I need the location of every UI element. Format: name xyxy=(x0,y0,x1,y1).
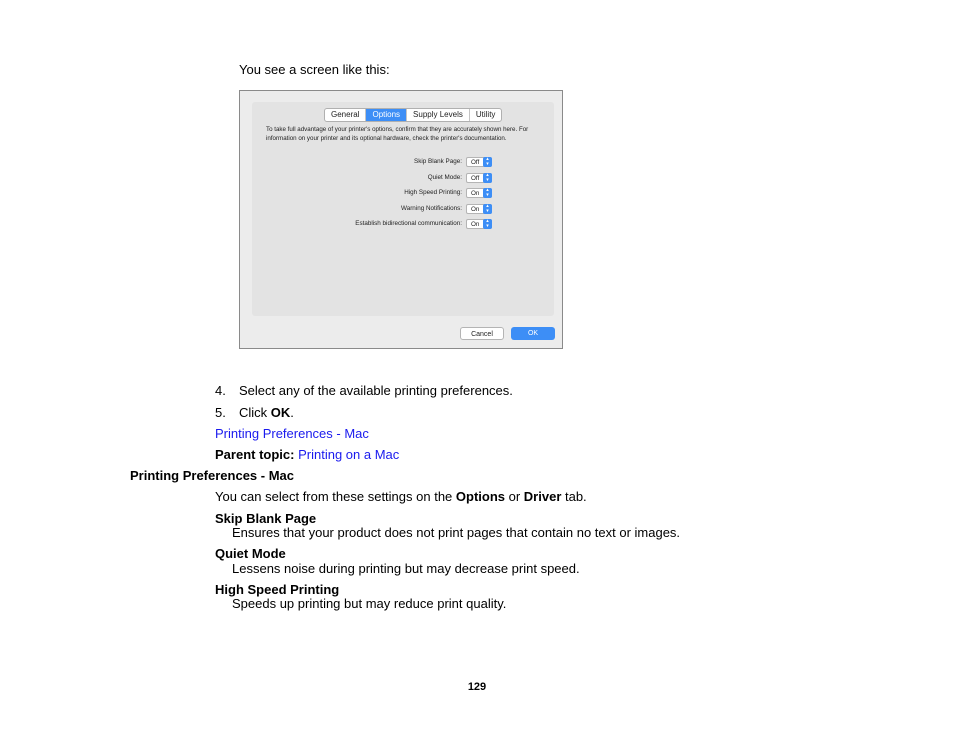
section-intro-mid: or xyxy=(505,489,524,504)
section-heading xyxy=(130,468,294,483)
option-label: Skip Blank Page: xyxy=(414,158,462,165)
section-heading-text: Printing Preferences - Mac xyxy=(130,468,294,483)
tab-utility[interactable]: Utility xyxy=(475,110,496,119)
parent-topic-link[interactable]: Printing on a Mac xyxy=(298,447,400,462)
setting-term xyxy=(215,582,339,597)
step-text-prefix: Click xyxy=(239,405,271,420)
setting-term xyxy=(215,511,316,526)
screenshot-figure xyxy=(239,90,563,349)
option-quiet-mode xyxy=(252,173,492,185)
chevron-updown-icon: ▴ ▾ xyxy=(483,173,492,183)
high-speed-printing-select[interactable] xyxy=(466,188,492,198)
page-number xyxy=(0,681,954,693)
parent-topic-label: Parent topic: xyxy=(215,447,295,462)
option-label: Establish bidirectional communication: xyxy=(355,220,462,227)
section-intro-prefix: You can select from these settings on the xyxy=(215,489,456,504)
setting-term-text: Skip Blank Page xyxy=(215,511,317,526)
step-text-suffix: . xyxy=(290,405,294,420)
chevron-updown-icon: ▴ ▾ xyxy=(483,157,492,167)
setting-description: Lessens noise during printing but may decrease print speed. xyxy=(232,561,580,576)
option-high-speed-printing xyxy=(252,188,492,200)
chevron-updown-icon: ▴ ▾ xyxy=(483,204,492,214)
tab-options[interactable]: Options xyxy=(366,109,407,121)
option-label: Warning Notifications: xyxy=(400,205,462,212)
option-skip-blank-page xyxy=(252,157,492,169)
options-panel xyxy=(252,102,554,316)
ok-button[interactable]: OK xyxy=(511,327,555,340)
tab-bar xyxy=(324,108,502,122)
related-link[interactable]: Printing Preferences - Mac xyxy=(215,426,369,441)
tab-supply-levels[interactable]: Supply Levels xyxy=(407,109,470,121)
parent-topic xyxy=(215,447,399,462)
step-number: 4. xyxy=(215,383,226,398)
option-value: Off xyxy=(471,159,480,166)
option-value: Off xyxy=(471,175,480,182)
option-value: On xyxy=(471,206,480,213)
section-intro-bold1: Options xyxy=(455,489,505,504)
skip-blank-page-select[interactable] xyxy=(466,157,492,167)
chevron-updown-icon: ▴ ▾ xyxy=(483,219,492,229)
warning-notifications-select[interactable] xyxy=(466,204,492,214)
bidirectional-communication-select[interactable] xyxy=(466,219,492,229)
section-intro xyxy=(215,489,587,504)
option-value: On xyxy=(471,190,480,197)
setting-description: Speeds up printing but may reduce print quality. xyxy=(232,596,507,611)
setting-term xyxy=(215,546,286,561)
option-label: Quiet Mode: xyxy=(427,174,462,181)
step-text-bold: OK xyxy=(270,405,291,420)
tab-general[interactable]: General xyxy=(325,109,366,121)
dialog-description: To take full advantage of your printer's options, confirm that they are accurately shown here. For information on your printer and its optional hardware, check the printer's documentation. xyxy=(266,126,529,142)
setting-term-text: High Speed Printing xyxy=(215,582,340,597)
option-label: High Speed Printing: xyxy=(404,189,462,196)
section-intro-suffix: tab. xyxy=(561,489,587,504)
setting-description: Ensures that your product does not print pages that contain no text or images. xyxy=(232,525,681,540)
option-bidirectional-communication xyxy=(252,219,492,231)
page-number-text: 129 xyxy=(467,681,487,693)
chevron-updown-icon: ▴ ▾ xyxy=(483,188,492,198)
section-intro-bold2: Driver xyxy=(523,489,562,504)
intro-text: You see a screen like this: xyxy=(239,62,390,77)
step-4 xyxy=(215,383,513,398)
quiet-mode-select[interactable] xyxy=(466,173,492,183)
option-warning-notifications xyxy=(252,204,492,216)
step-text xyxy=(239,405,294,420)
step-text: Select any of the available printing preferences. xyxy=(239,383,513,398)
step-5 xyxy=(215,405,294,420)
cancel-button[interactable]: Cancel xyxy=(460,327,504,340)
option-value: On xyxy=(471,221,480,228)
setting-term-text: Quiet Mode xyxy=(215,546,286,561)
step-number: 5. xyxy=(215,405,226,420)
